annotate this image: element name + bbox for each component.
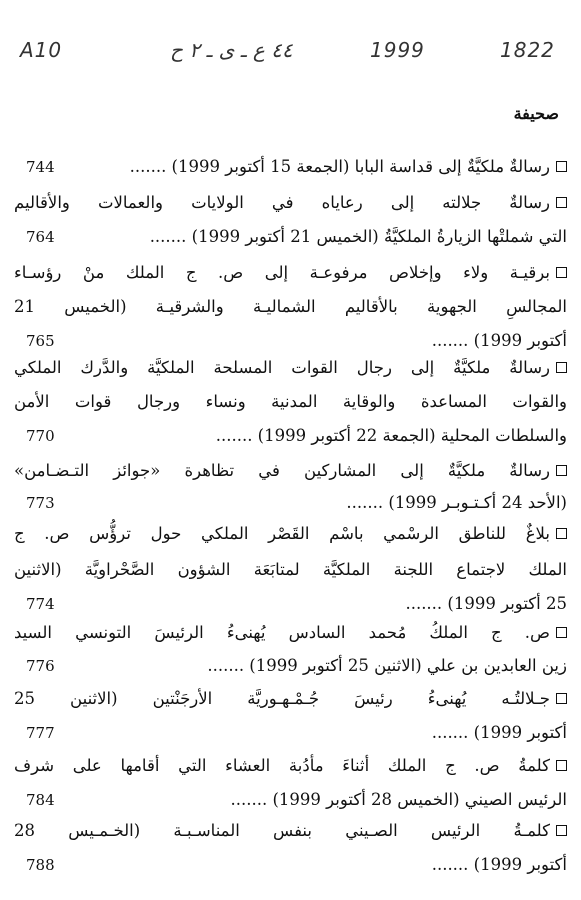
toc-entry-line [14, 618, 567, 648]
handwritten-note-center: ٤٤ ع ـ ى ـ ٢ ح [170, 38, 293, 62]
toc-entry-text: أكتوبر 1999) ....... [431, 855, 567, 874]
toc-entry-text: 25 أكتوبر 1999) ....... [405, 594, 567, 613]
toc-entry-line [72, 651, 567, 681]
toc-entry-text: رسالةٌ ملكيَّةٌ إلى رجال القوات المسلحة الملكيَّة والدَّرك الملكي [14, 358, 550, 377]
toc-entry-text: الرئيس الصيني (الخميس 28 أكتوبر 1999) ....... [230, 790, 567, 809]
toc-entry-text: المجالسِ الجهوية بالأقاليم الشماليـة والشرقيـة (الخميس 21 [14, 297, 567, 316]
toc-entry-text: كلمةُ ص. ج الملك أثناءَ مأدُبة العشاء التي أقامها على شرف [14, 756, 550, 775]
toc-entry-text: (الأحد 24 أكـتـوبـر 1999) ....... [346, 493, 567, 512]
toc-entry-text: ص. ج الملكُ مُحمد السادس يُهنىءُ الرئيسَ التونسي السيد [14, 623, 550, 642]
toc-entry-line [72, 488, 567, 518]
toc-entry-line [72, 718, 567, 748]
page-number: 744 [26, 158, 55, 176]
toc-entry-line [72, 850, 567, 880]
toc-entry-line [14, 258, 567, 288]
toc-entry-line [14, 519, 567, 549]
checkbox-square-icon [556, 197, 567, 208]
page-number: 764 [26, 228, 55, 246]
toc-entry-line [14, 684, 567, 714]
toc-entry-text: أكتوبر 1999) ....... [431, 331, 567, 350]
toc-entry-text: والقوات المساعدة والوقاية المدنية ونساء ورجال قوات الأمن [14, 392, 567, 411]
checkbox-square-icon [556, 362, 567, 373]
checkbox-square-icon [556, 465, 567, 476]
checkbox-square-icon [556, 693, 567, 704]
toc-entry-text: والسلطات المحلية (الجمعة 22 أكتوبر 1999) ....... [215, 426, 567, 445]
page-number: 770 [26, 427, 55, 445]
checkbox-square-icon [556, 161, 567, 172]
toc-entry-line [72, 152, 567, 182]
toc-entry-line [14, 456, 567, 486]
toc-entry-text: التي شملتْها الزيارةُ الملكيَّةُ (الخميس 21 أكتوبر 1999) ....... [149, 227, 567, 246]
toc-entry-line [72, 326, 567, 356]
toc-entry-text: الملك لاجتماع اللجنة الملكيَّة لمتابَعَة الشؤون الصَّحْراويَّة (الاثنين [14, 560, 567, 579]
page-number: 788 [26, 856, 55, 874]
toc-entry-line [14, 816, 567, 846]
toc-entry-text: رسالةٌ ملكيَّةٌ إلى قداسة البابا (الجمعة 15 أكتوبر 1999) ....... [129, 157, 550, 176]
toc-entry-line [14, 188, 567, 218]
toc-entry-line [72, 785, 567, 815]
toc-entry-text: جـلالتُـه يُهنىءُ رئيسَ جُـمْـهـوريَّة الأرجَنْتين (الاثنين 25 [14, 689, 550, 708]
checkbox-square-icon [556, 760, 567, 771]
toc-entry-line [14, 353, 567, 383]
checkbox-square-icon [556, 627, 567, 638]
handwritten-note-right: 1822 [500, 38, 555, 62]
toc-entry-text: زين العابدين بن علي (الاثنين 25 أكتوبر 1999) ....... [207, 656, 567, 675]
page-number: 777 [26, 724, 55, 742]
toc-entry-text: برقيـة ولاء وإخلاص مرفوعـة إلى ص. ج الملك منْ رؤسـاء [14, 263, 550, 282]
toc-entry-line [14, 387, 567, 417]
page-column-heading: صحيفة [513, 104, 559, 123]
handwritten-note-year: 1999 [370, 38, 425, 62]
page-number: 776 [26, 657, 55, 675]
toc-entry-text: رسالةٌ جلالته إلى رعاياه في الولايات والعمالات والأقاليم [14, 193, 550, 212]
toc-entry-line [14, 292, 567, 322]
checkbox-square-icon [556, 825, 567, 836]
page-number: 773 [26, 494, 55, 512]
page-number: 765 [26, 332, 55, 350]
toc-entry-line [72, 589, 567, 619]
page-number: 784 [26, 791, 55, 809]
toc-entry-line [14, 751, 567, 781]
checkbox-square-icon [556, 528, 567, 539]
toc-entry-text: أكتوبر 1999) ....... [431, 723, 567, 742]
toc-entry-line [14, 555, 567, 585]
toc-entry-line [72, 421, 567, 451]
toc-entry-text: بلاغٌ للناطق الرسْمي باسْم القَصْر الملكي حول ترؤُّس ص. ج [14, 524, 550, 543]
toc-entry-line [72, 222, 567, 252]
page-number: 774 [26, 595, 55, 613]
toc-entry-text: كلمـةُ الرئيس الصـيني بنفس المناسـبـة (الخـمـيس 28 [14, 821, 550, 840]
checkbox-square-icon [556, 267, 567, 278]
handwritten-note-left: A10 [20, 38, 63, 62]
toc-entry-text: رسالةٌ ملكيَّةٌ إلى المشاركين في تظاهرة «جوائز التـضـامن» [14, 461, 550, 480]
